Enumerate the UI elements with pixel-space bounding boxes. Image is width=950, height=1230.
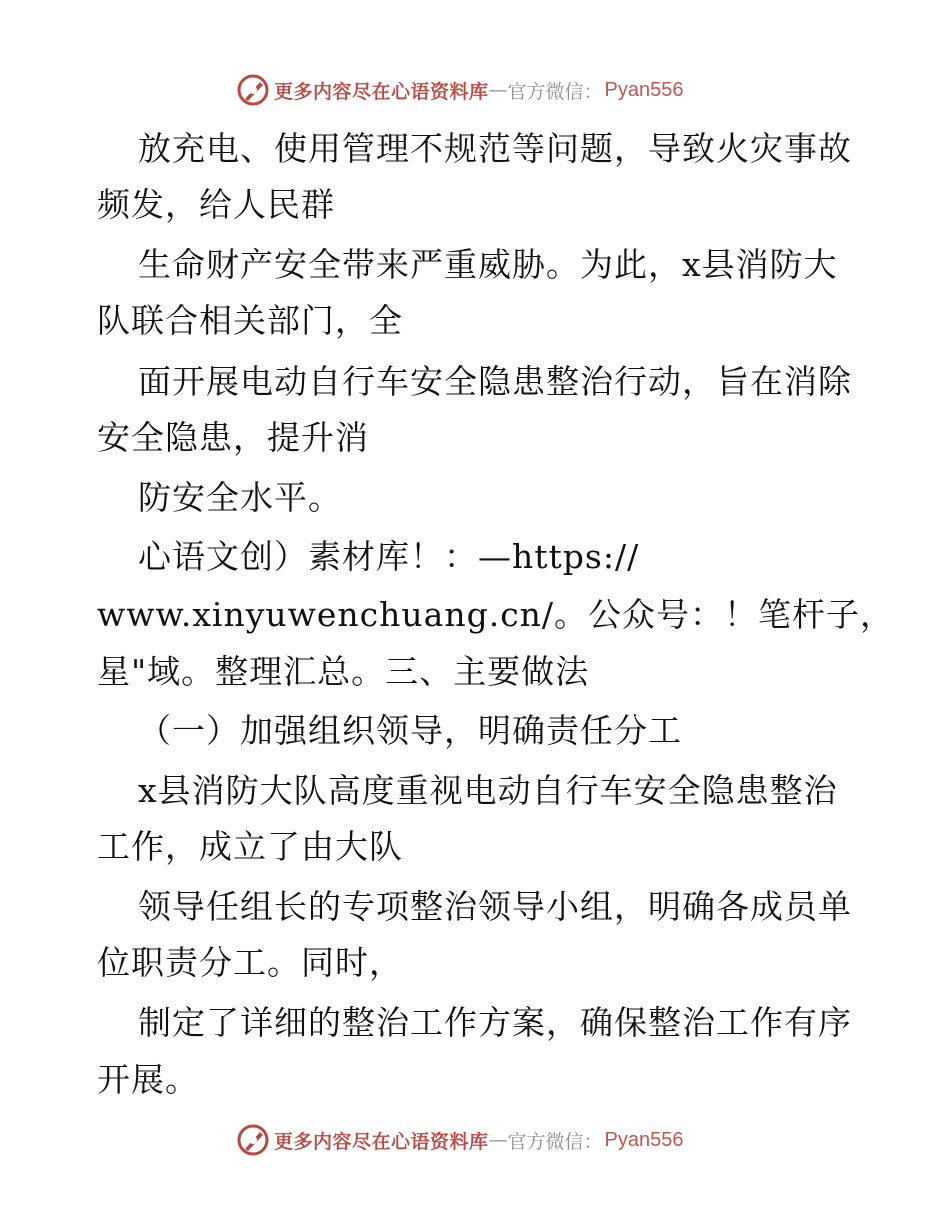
quill-circle-logo-icon (236, 1123, 270, 1157)
body-line: 心语文创）素材库！：—https:// (138, 537, 640, 576)
watermark-site-name: 更多内容尽在心语资料库 (274, 80, 489, 103)
body-line: 放充电、使用管理不规范等问题，导致火灾事故 (138, 129, 852, 168)
body-line: 面开展电动自行车安全隐患整治行动，旨在消除 (138, 362, 852, 401)
body-line: 星"域。整理汇总。三、主要做法 (97, 652, 590, 691)
body-line: 防安全水平。 (138, 478, 342, 517)
watermark-wechat-label: 官方微信： (507, 80, 603, 103)
watermark-wechat-label: 官方微信： (507, 1130, 603, 1153)
body-line: 生命财产安全带来严重威胁。为此，x县消防大 (138, 245, 838, 284)
body-line: 安全隐患，提升消 (97, 418, 369, 457)
body-line: x县消防大队高度重视电动自行车安全隐患整治 (138, 771, 838, 810)
body-line: 制定了详细的整治工作方案，确保整治工作有序 (138, 1003, 852, 1042)
header-watermark (236, 73, 684, 107)
quill-circle-logo-icon (236, 73, 270, 107)
body-line: www.xinyuwenchuang.cn/。公众号：！笔杆子， (97, 595, 895, 634)
footer-watermark (236, 1123, 684, 1157)
watermark-separator: — (488, 79, 508, 101)
body-line: 位职责分工。同时， (97, 943, 403, 982)
body-line: 频发，给人民群 (97, 185, 335, 224)
watermark-site-name: 更多内容尽在心语资料库 (274, 1130, 489, 1153)
watermark-wechat-id: Pyan556 (604, 1128, 684, 1151)
body-line: 队联合相关部门，全 (97, 301, 403, 340)
watermark-wechat-id: Pyan556 (604, 78, 684, 101)
watermark-separator: — (488, 1129, 508, 1151)
body-line: 开展。 (97, 1060, 199, 1099)
section-heading: （一）加强组织领导，明确责任分工 (138, 711, 682, 750)
body-line: 领导任组长的专项整治领导小组，明确各成员单 (138, 887, 852, 926)
body-line: 工作，成立了由大队 (97, 827, 403, 866)
